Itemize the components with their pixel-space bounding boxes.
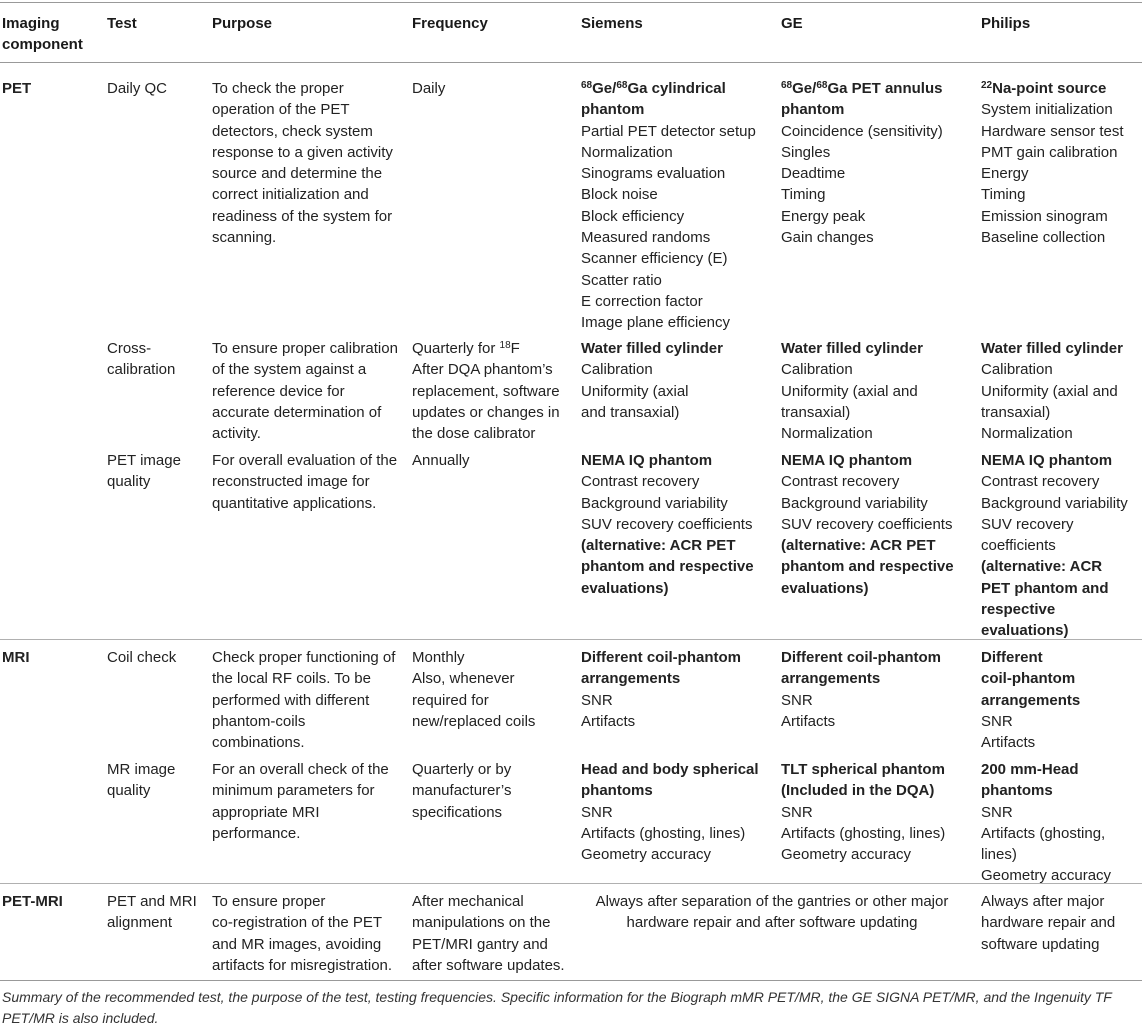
purpose-line: To ensure proper calibration	[212, 340, 398, 357]
list-item: SNR	[781, 691, 813, 709]
purpose-line: appropriate MRI	[212, 803, 320, 821]
list-item: Background variability	[981, 494, 1128, 512]
row-divider-pet-mri	[0, 883, 1142, 884]
ge-mr-image-quality	[781, 759, 945, 865]
purpose-line: operation of the PET	[212, 101, 350, 119]
frequency-line: Annually	[412, 452, 470, 469]
cell-heading: arrangements	[781, 670, 881, 688]
test-line: alignment	[107, 914, 173, 932]
table-bottom-rule	[0, 980, 1142, 981]
cell-heading: Different	[981, 649, 1043, 666]
list-item: System initialization	[981, 101, 1113, 119]
list-item: lines)	[981, 846, 1017, 864]
purpose-line: correct initialization and	[212, 186, 369, 204]
list-item: Background variability	[781, 494, 928, 512]
header-siemens: Siemens	[581, 15, 643, 32]
test-line: calibration	[107, 361, 176, 379]
cell-heading: Water filled cylinder	[781, 340, 923, 357]
list-item: Hardware sensor test	[981, 122, 1124, 140]
purpose-line: minimum parameters for	[212, 782, 375, 800]
test-line: MR image	[107, 761, 176, 778]
purpose-line: performed with different	[212, 691, 370, 709]
list-item: Normalization	[781, 425, 873, 443]
purpose-line: detectors, check system	[212, 122, 373, 140]
cell-heading: 200 mm-Head	[981, 761, 1079, 778]
list-item: transaxial)	[981, 403, 1051, 421]
header-purpose: Purpose	[212, 15, 273, 32]
cell-heading: NEMA IQ phantom	[581, 452, 713, 469]
frequency-mr-image-quality	[412, 759, 512, 823]
caption-line: Summary of the recommended test, the purpose of the test, testing frequencies. Specific information for the Biograph mMR PET/MR, the GE SIGNA PET/MR, and the Ingenuity TF	[2, 989, 1112, 1005]
list-item: software updating	[981, 935, 1100, 953]
component-pet: PET	[2, 80, 32, 97]
cell-heading: Water filled cylinder	[981, 340, 1123, 357]
cell-heading: Water filled cylinder	[581, 340, 723, 357]
cell-heading: arrangements	[581, 670, 681, 688]
test-line: Coil check	[107, 649, 177, 666]
purpose-mr-image-quality	[212, 759, 389, 844]
list-item: Scatter ratio	[581, 271, 662, 289]
list-item: Deadtime	[781, 165, 846, 183]
siemens-coil-check	[581, 647, 741, 732]
purpose-coil-check	[212, 647, 395, 753]
header-philips: Philips	[981, 15, 1031, 32]
cell-heading: NEMA IQ phantom	[781, 452, 913, 469]
list-item: and transaxial)	[581, 403, 680, 421]
purpose-line: of the system against a	[212, 361, 367, 379]
purpose-pet-mri-alignment	[212, 891, 392, 976]
list-item: Contrast recovery	[581, 473, 700, 491]
frequency-line: the dose calibrator	[412, 425, 536, 443]
cell-heading: (Included in the DQA)	[781, 782, 935, 800]
list-item: Uniformity (axial and	[781, 382, 918, 400]
philips-daily-qc	[981, 78, 1124, 248]
caption-line: PET/MR is also included.	[2, 1010, 159, 1026]
ge-cross-calibration	[781, 338, 923, 444]
list-item: Coincidence (sensitivity)	[781, 122, 943, 140]
frequency-line: Quarterly or by	[412, 761, 512, 778]
purpose-line: co-registration of the PET	[212, 914, 383, 932]
list-item: SNR	[981, 803, 1013, 821]
test-line: quality	[107, 473, 151, 491]
cell-heading: Different coil-phantom	[781, 649, 941, 666]
alternative-note: respective	[981, 601, 1056, 619]
test-pet-image-quality	[107, 450, 181, 493]
row-divider-mri	[0, 639, 1142, 640]
ge-pet-image-quality	[781, 450, 954, 599]
philips-daily-qc-heading: $^{22}$Na-point source	[981, 80, 1107, 97]
purpose-line: response to a given activity	[212, 143, 393, 161]
philips-mr-image-quality	[981, 759, 1111, 887]
purpose-line: phantom-coils	[212, 712, 306, 730]
siemens-pet-image-quality	[581, 450, 754, 599]
list-item: SNR	[981, 712, 1013, 730]
frequency-line: specifications	[412, 803, 503, 821]
list-item: SUV recovery	[981, 515, 1074, 533]
purpose-line: accurate determination of	[212, 403, 382, 421]
cell-heading: Head and body spherical	[581, 761, 759, 778]
frequency-line: after software updates.	[412, 956, 565, 974]
cell-heading: arrangements	[981, 691, 1081, 709]
list-item: Calibration	[981, 361, 1053, 379]
list-item: Artifacts (ghosting, lines)	[781, 824, 946, 842]
header-test: Test	[107, 15, 137, 32]
ge-daily-qc-heading-2: phantom	[781, 101, 845, 119]
list-item: Artifacts	[981, 734, 1036, 752]
philips-pet-mri-alignment	[981, 891, 1115, 955]
merged-line: Always after separation of the gantries or other major	[595, 893, 949, 910]
list-item: Energy peak	[781, 207, 866, 225]
list-item: Emission sinogram	[981, 207, 1108, 225]
header-component-line: component	[2, 36, 83, 53]
test-line: Cross-	[107, 340, 152, 357]
list-item: Always after major	[981, 893, 1105, 910]
frequency-line: required for	[412, 691, 489, 709]
frequency-line: PET/MRI gantry and	[412, 935, 548, 953]
siemens-daily-qc	[581, 78, 756, 334]
siemens-mr-image-quality	[581, 759, 759, 865]
frequency-line: Also, whenever	[412, 670, 515, 688]
list-item: transaxial)	[781, 403, 851, 421]
list-item: Normalization	[981, 425, 1073, 443]
cell-heading: coil-phantom	[981, 670, 1076, 688]
cell-heading: Different coil-phantom	[581, 649, 741, 666]
purpose-line: the local RF coils. To be	[212, 670, 371, 688]
ge-daily-qc	[781, 78, 943, 248]
frequency-line: new/replaced coils	[412, 712, 536, 730]
frequency-line: Quarterly for $^{18}$F	[412, 340, 520, 357]
philips-pet-image-quality	[981, 450, 1128, 642]
frequency-line: replacement, software	[412, 382, 560, 400]
header-frequency: Frequency	[412, 15, 488, 32]
ge-coil-check	[781, 647, 941, 732]
list-item: Measured randoms	[581, 229, 711, 247]
siemens-ge-pet-mri-alignment	[572, 891, 972, 934]
test-pet-mri-alignment	[107, 891, 197, 934]
test-line: PET and MRI	[107, 893, 197, 910]
test-daily-qc	[107, 78, 167, 99]
test-line: PET image	[107, 452, 181, 469]
list-item: Block noise	[581, 186, 658, 204]
list-item: Gain changes	[781, 229, 874, 247]
header-ge: GE	[781, 15, 803, 32]
list-item: Block efficiency	[581, 207, 685, 225]
alternative-note: (alternative: ACR PET	[581, 537, 736, 555]
test-coil-check	[107, 647, 176, 668]
purpose-line: To ensure proper	[212, 893, 326, 910]
list-item: Geometry accuracy	[981, 867, 1112, 885]
frequency-pet-image-quality	[412, 450, 470, 471]
frequency-cross-calibration	[412, 338, 560, 444]
list-item: Calibration	[581, 361, 653, 379]
list-item: Artifacts (ghosting, lines)	[581, 824, 746, 842]
list-item: SUV recovery coefficients	[581, 515, 753, 533]
test-cross-calibration	[107, 338, 175, 381]
purpose-line: performance.	[212, 824, 301, 842]
merged-line: hardware repair and after software updating	[626, 914, 918, 932]
component-mri: MRI	[2, 649, 30, 666]
philips-coil-check	[981, 647, 1080, 753]
siemens-cross-calibration	[581, 338, 723, 423]
list-item: Background variability	[581, 494, 728, 512]
philips-cross-calibration	[981, 338, 1123, 444]
list-item: Artifacts	[581, 712, 636, 730]
alternative-note: phantom and respective	[581, 558, 754, 576]
list-item: Singles	[781, 143, 831, 161]
frequency-line: Monthly	[412, 649, 465, 666]
list-item: Baseline collection	[981, 229, 1106, 247]
table-top-rule	[0, 2, 1142, 3]
purpose-line: artifacts for misregistration.	[212, 956, 393, 974]
alternative-note: (alternative: ACR PET	[781, 537, 936, 555]
siemens-daily-qc-heading: $^{68}$Ge/$^{68}$Ga cylindrical	[581, 80, 726, 97]
list-item: Contrast recovery	[781, 473, 900, 491]
purpose-daily-qc	[212, 78, 393, 248]
list-item: hardware repair and	[981, 914, 1116, 932]
cell-heading: phantoms	[981, 782, 1053, 800]
purpose-cross-calibration	[212, 338, 398, 444]
frequency-line: Daily	[412, 80, 446, 97]
list-item: Energy	[981, 165, 1029, 183]
purpose-line: quantitative applications.	[212, 494, 377, 512]
purpose-line: For overall evaluation of the	[212, 452, 398, 469]
list-item: Sinograms evaluation	[581, 165, 726, 183]
frequency-daily-qc	[412, 78, 445, 99]
table-caption	[2, 987, 1142, 1029]
test-mr-image-quality	[107, 759, 175, 802]
list-item: Contrast recovery	[981, 473, 1100, 491]
list-item: Scanner efficiency (E)	[581, 250, 728, 268]
list-item: SUV recovery coefficients	[781, 515, 953, 533]
frequency-line: manipulations on the	[412, 914, 551, 932]
list-item: E correction factor	[581, 292, 703, 310]
list-item: SNR	[581, 803, 613, 821]
purpose-line: readiness of the system for	[212, 207, 393, 225]
header-imaging-line: Imaging	[2, 15, 60, 32]
frequency-coil-check	[412, 647, 535, 732]
frequency-line: updates or changes in	[412, 403, 560, 421]
alternative-note: phantom and respective	[781, 558, 954, 576]
cell-heading: TLT spherical phantom	[781, 761, 945, 778]
alternative-note: evaluations)	[581, 579, 669, 597]
purpose-line: combinations.	[212, 734, 305, 752]
frequency-line: After DQA phantom’s	[412, 361, 553, 379]
alternative-note: evaluations)	[781, 579, 869, 597]
purpose-line: reconstructed image for	[212, 473, 370, 491]
purpose-line: To check the proper	[212, 80, 344, 97]
purpose-line: activity.	[212, 425, 261, 443]
cell-heading: NEMA IQ phantom	[981, 452, 1113, 469]
list-item: Partial PET detector setup	[581, 122, 756, 140]
purpose-line: reference device for	[212, 382, 345, 400]
list-item: Normalization	[581, 143, 673, 161]
purpose-line: scanning.	[212, 229, 277, 247]
list-item: Calibration	[781, 361, 853, 379]
list-item: Artifacts (ghosting,	[981, 824, 1106, 842]
test-line: Daily QC	[107, 80, 168, 97]
frequency-pet-mri-alignment	[412, 891, 565, 976]
alternative-note: (alternative: ACR	[981, 558, 1103, 576]
purpose-pet-image-quality	[212, 450, 397, 514]
list-item: Uniformity (axial and	[981, 382, 1118, 400]
list-item: Geometry accuracy	[781, 846, 912, 864]
list-item: Timing	[781, 186, 826, 204]
list-item: Artifacts	[781, 712, 836, 730]
purpose-line: and MR images, avoiding	[212, 935, 382, 953]
list-item: PMT gain calibration	[981, 143, 1118, 161]
frequency-line: After mechanical	[412, 893, 524, 910]
list-item: Uniformity (axial	[581, 382, 689, 400]
list-item: SNR	[781, 803, 813, 821]
alternative-note: evaluations)	[981, 622, 1069, 640]
frequency-line: manufacturer’s	[412, 782, 512, 800]
purpose-line: For an overall check of the	[212, 761, 389, 778]
component-pet-mri: PET-MRI	[2, 893, 63, 910]
list-item: SNR	[581, 691, 613, 709]
purpose-line: source and determine the	[212, 165, 383, 183]
list-item: coefficients	[981, 537, 1056, 555]
list-item: Geometry accuracy	[581, 846, 712, 864]
list-item: Image plane efficiency	[581, 314, 730, 332]
header-bottom-rule	[0, 62, 1142, 63]
alternative-note: PET phantom and	[981, 579, 1109, 597]
ge-daily-qc-heading: $^{68}$Ge/$^{68}$Ga PET annulus	[781, 80, 943, 97]
siemens-daily-qc-heading-2: phantom	[581, 101, 645, 119]
test-line: quality	[107, 782, 151, 800]
list-item: Timing	[981, 186, 1026, 204]
purpose-line: Check proper functioning of	[212, 649, 396, 666]
cell-heading: phantoms	[581, 782, 653, 800]
header-imaging-component	[2, 13, 83, 55]
